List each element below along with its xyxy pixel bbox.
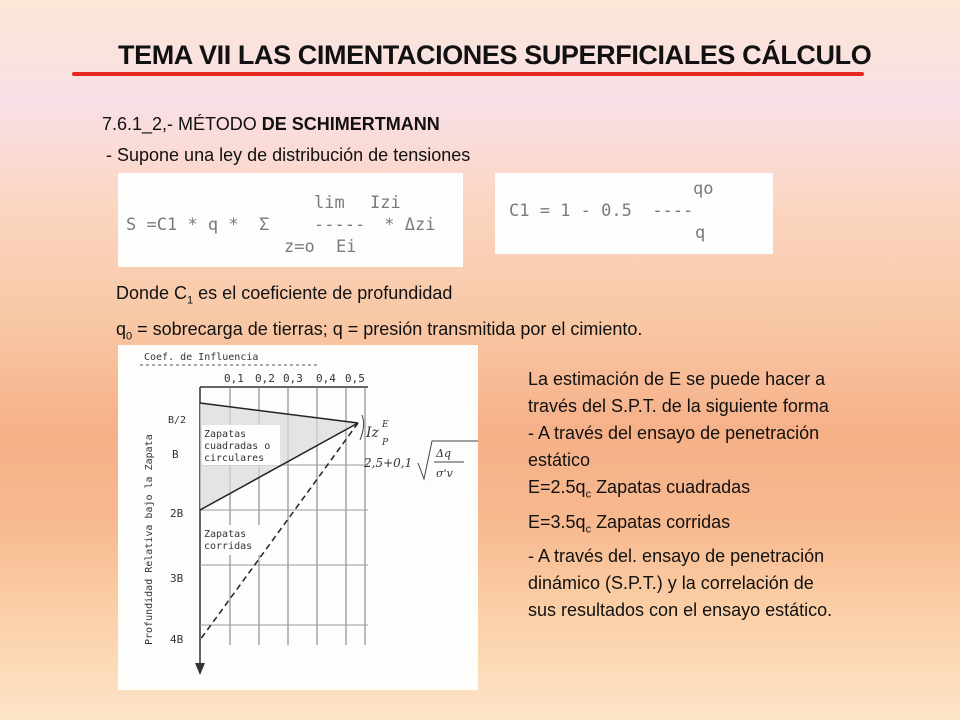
handwritten-note: Iz — [366, 425, 379, 441]
zone-label: Zapatas — [204, 529, 247, 540]
zone-label: corridas — [204, 541, 253, 552]
section-heading-bold: DE SCHIMERTMANN — [261, 114, 440, 134]
text-line: - A través del. ensayo de penetración — [528, 546, 825, 567]
settlement-formula — [118, 173, 463, 267]
section-heading-prefix: 7.6.1_2,- MÉTODO — [102, 114, 262, 134]
depth-label: B — [172, 448, 179, 461]
depth-label: B/2 — [168, 415, 187, 426]
formula1-iz: Izi — [370, 193, 401, 213]
formula1-lim: lim — [314, 193, 345, 213]
title-underline — [72, 72, 864, 76]
tick-label: 0,2 — [255, 372, 275, 385]
influence-factor-figure — [118, 345, 478, 690]
text-line: $E=2.5q_c$ Zapatas cuadradas — [528, 477, 751, 501]
section-heading — [102, 114, 440, 135]
formula1-z0: z=o — [284, 237, 315, 257]
zone-label: circulares — [204, 453, 265, 464]
depth-label: 2B — [170, 507, 184, 520]
c1-formula — [495, 173, 773, 254]
tick-label: 0,3 — [283, 372, 303, 385]
tick-label: 0,4 — [316, 372, 336, 385]
formula2-denominator: q — [695, 223, 706, 243]
handwritten-note: P — [382, 438, 389, 448]
formula1-lhs: S =C1 * q * Σ — [126, 215, 270, 235]
depth-axis-label: Profundidad Relativa bajo la Zapata — [144, 434, 155, 645]
depth-label: 3B — [170, 572, 184, 585]
formula1-e: Ei — [336, 237, 357, 257]
handwritten-note: E — [382, 420, 389, 430]
text-line: dinámico (S.P.T.) y la correlación de — [528, 573, 814, 594]
e-estimation-text — [528, 366, 832, 624]
formula2-numerator: qo — [693, 179, 714, 199]
formula1-tail: * Δzi — [374, 215, 436, 235]
text-line: $E=3.5q_c$ Zapatas corridas — [528, 511, 731, 536]
text-line: - A través del ensayo de penetración — [528, 423, 820, 443]
handwritten-note: σ'v — [436, 467, 453, 480]
tick-label: 0,5 — [345, 372, 365, 385]
explain-line-1: Donde $C_1$ es el coeficiente de profundidad — [116, 283, 453, 307]
handwritten-note: 2,5+0,1 — [364, 456, 413, 470]
subtitle: - Supone una ley de distribución de tensiones — [106, 145, 471, 165]
handwritten-note: Δq — [436, 447, 451, 460]
text-line: través del S.P.T. de la siguiente forma — [528, 396, 829, 416]
slide-title: TEMA VII LAS CIMENTACIONES SUPERFICIALES CÁLCULO — [118, 40, 872, 70]
formula1-dashes: ----- — [314, 215, 366, 235]
formula2-body: C1 = 1 - 0.5 ---- — [509, 201, 694, 221]
text-line: estático — [528, 450, 591, 470]
zone-label: cuadradas o — [204, 441, 271, 452]
figure-header: Coef. de Influencia — [144, 352, 259, 363]
zone-label: Zapatas — [204, 429, 247, 440]
text-line: sus resultados con el ensayo estático. — [528, 600, 833, 621]
depth-label: 4B — [170, 633, 184, 646]
formula-explanation — [116, 279, 642, 350]
text-line: La estimación de E se puede hacer a — [528, 369, 826, 389]
tick-label: 0,1 — [224, 372, 244, 385]
explain-line-2: $q_0$ = sobrecarga de tierras; q = presión transmitida por el cimiento. — [116, 318, 643, 343]
